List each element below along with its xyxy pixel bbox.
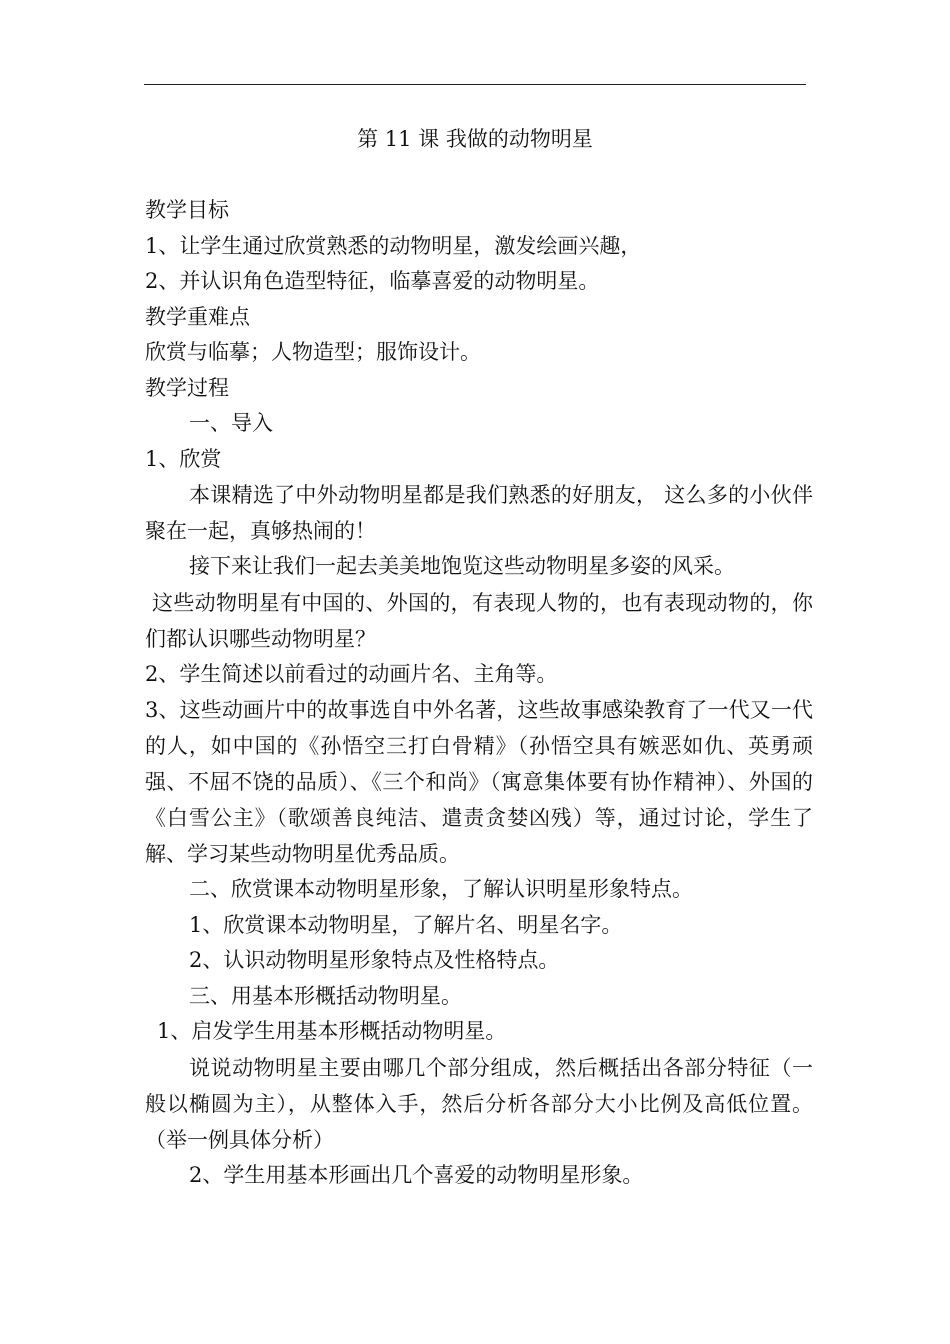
section-two-item-1: 1、欣赏课本动物明星，了解片名、明星名字。 bbox=[189, 912, 623, 937]
step-2: 2、学生简述以前看过的动画片名、主角等。 bbox=[145, 661, 558, 686]
section-intro: 一、导入 bbox=[189, 411, 273, 435]
header-rule bbox=[144, 84, 806, 85]
paragraph-analysis: 说说动物明星主要由哪几个部分组成，然后概括出各部分特征（一般以椭圆为主），从整体入手，然后分析各部分大小比例及高低位置。（举一例具体分析） bbox=[145, 1055, 813, 1152]
paragraph-friends: 本课精选了中外动物明星都是我们熟悉的好朋友， 这么多的小伙伴聚在一起，真够热闹的！ bbox=[145, 483, 813, 543]
section-two-item-2: 2、认识动物明星形象特点及性格特点。 bbox=[189, 948, 560, 972]
heading-objectives: 教学目标 bbox=[145, 198, 229, 222]
objective-2: 2、并认识角色造型特征，临摹喜爱的动物明星。 bbox=[145, 269, 600, 293]
section-two: 二、欣赏课本动物明星形象，了解认识明星形象特点。 bbox=[189, 877, 693, 901]
section-three-item-2: 2、学生用基本形画出几个喜爱的动物明星形象。 bbox=[189, 1162, 644, 1187]
section-three: 三、用基本形概括动物明星。 bbox=[189, 983, 462, 1008]
paragraph-next: 接下来让我们一起去美美地饱览这些动物明星多姿的风采。 bbox=[189, 554, 735, 578]
lesson-body bbox=[145, 193, 813, 1193]
lesson-title: 第 11 课 我做的动物明星 bbox=[357, 127, 593, 151]
key-points-text: 欣赏与临摹；人物造型；服饰设计。 bbox=[145, 340, 481, 364]
heading-key-points: 教学重难点 bbox=[145, 304, 250, 329]
step-appreciate: 1、欣赏 bbox=[145, 446, 222, 471]
paragraph-question: 这些动物明星有中国的、外国的，有表现人物的，也有表现动物的，你们都认识哪些动物明星？ bbox=[145, 590, 813, 651]
step-3: 3、这些动画片中的故事选自中外名著，这些故事感染教育了一代又一代的人，如中国的《孙悟空三打白骨精》（孙悟空具有嫉恶如仇、英勇顽强、不屈不饶的品质）、《三个和尚》（寓意集体要有协作精神）、外国的《白雪公主》（歌颂善良纯洁、遣责贪婪凶残）等，通过讨论，学生了解、学习某些动物明星优秀品质。 bbox=[145, 698, 813, 866]
objective-1: 1、让学生通过欣赏熟悉的动物明星，激发绘画兴趣， bbox=[145, 233, 642, 258]
section-three-item-1: 1、启发学生用基本形概括动物明星。 bbox=[157, 1019, 507, 1043]
heading-process: 教学过程 bbox=[145, 375, 229, 400]
